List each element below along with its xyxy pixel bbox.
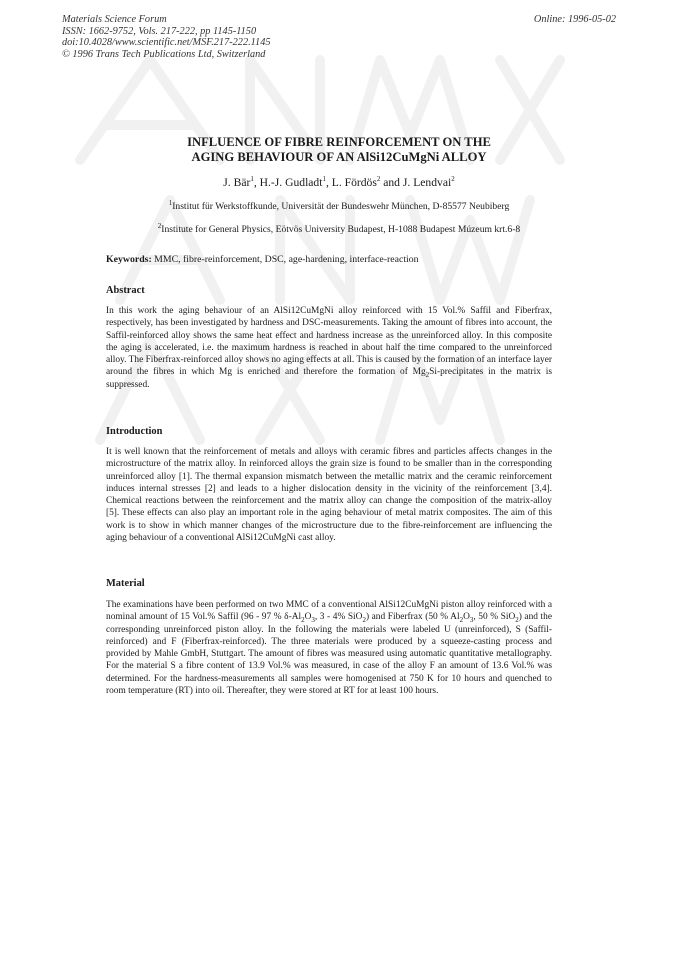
affiliation-text: Institut für Werkstoffkunde, Universität der Bundeswehr München, D-85577 Neubiberg [172, 201, 510, 212]
keywords-line [106, 254, 419, 265]
doi-line[interactable]: doi:10.4028/www.scientific.net/MSF.217-222.1145 [62, 37, 271, 49]
journal-name: Materials Science Forum [62, 14, 167, 25]
journal-header [62, 14, 271, 60]
paper-title [0, 135, 678, 165]
abstract-paragraph [106, 305, 552, 391]
issn-line: ISSN: 1662-9752, Vols. 217-222, pp 1145-1150 [62, 25, 257, 37]
abstract-text: In this work the aging behaviour of an AlSi12CuMgNi alloy reinforced with 15 Vol.% Saffil and Fiberfrax, respectively, has been investigated by hardness and DSC-measurements. Taking the amount of fibres into account, the Saffil-reinforced alloy shows the same heat effect and hardness increase as the unreinforced alloy. In this composite the aging is accelerated, i.e. the maximum hardness is reached in about half the time compared to the unreinforced alloy. The Fiberfrax-reinforced alloy shows no aging effects at all. This is caused by the formation of an interface layer around the fibres in which Mg is enriched and therefore the formation of Mg [106, 306, 552, 378]
author-name: H.-J. Gudladt [259, 176, 323, 189]
affiliation-text: Institute for General Physics, Eötvös University Budapest, H-1088 Budapest Múzeum krt.6-8 [161, 224, 521, 235]
abstract-text: Si-precipitates in the matrix is suppressed. [106, 367, 552, 390]
keywords-label: Keywords: [106, 254, 152, 265]
material-heading: Material [106, 578, 145, 589]
author-name: J. Lendvai [402, 176, 452, 189]
material-text: The examinations have been performed on two MMC of a conventional AlSi12CuMgNi piston alloy reinforced with a nominal amount of 15 Vol.% Saffil (96 - 97 % δ-Al [106, 600, 552, 623]
author-separator: , [325, 176, 332, 189]
title-line-2: AGING BEHAVIOUR OF AN AlSi12CuMgNi ALLOY [191, 150, 487, 164]
subscript: 2 [459, 616, 464, 625]
affiliation-mark: 1 [168, 198, 173, 207]
material-text: , 3 - 4% SiO [314, 612, 363, 623]
author-separator: and [380, 176, 403, 189]
author-affiliation-mark: 2 [376, 175, 381, 184]
author-affiliation-mark: 1 [322, 175, 326, 184]
online-date: Online: 1996-05-02 [533, 14, 616, 25]
material-text: ) and the corresponding unreinforced piston alloy. In the following the materials were labeled U (unreinforced), S (Saffil-reinforced) and F (Fiberfrax-reinforced). The three materials were produced by a squeeze-casting process and provided by Mahle GmbH, Stuttgart. The amount of fibres was measured using automatic quantitative metallography. For the material S a fibre content of 13.9 Vol.% was measured, in case of the alloy F an amount of 13.6 Vol.% was determined. For the hardness-measurements all samples were homogenised at 750 K for 10 hours and quenched to room temperature (RT) into oil. Thereafter, they were stored at RT for at least 100 hours. [106, 612, 552, 697]
affiliation-1 [0, 198, 678, 212]
affiliation-2 [0, 221, 678, 235]
material-paragraph [106, 599, 552, 697]
material-text: O [463, 612, 470, 623]
subscript: 2 [515, 616, 519, 625]
introduction-paragraph: It is well known that the reinforcement of metals and alloys with ceramic fibres and particles affects changes in the microstructure of the matrix alloy. In reinforced alloys the grain size is found to be smaller than in the corresponding unreinforced alloy [1]. The thermal expansion mismatch between the metallic matrix and the ceramic reinforcement induces internal stresses [2] and leads to a higher dislocation density in the vicinity of the reinforcement [3,4]. Chemical reactions between the reinforcement and the matrix alloy can change the composition of the matrix-alloy [5]. These effects can also play an important role in the aging behaviour of metal matrix composites. The aim of this work is to show in which manner changes of the microstructure due to the fibre-reinforcement are influencing the aging behaviour of a conventional AlSi12CuMgNi cast alloy. [106, 447, 552, 544]
introduction-heading: Introduction [106, 426, 163, 437]
subscript: 3 [311, 616, 315, 625]
title-line-1: INFLUENCE OF FIBRE REINFORCEMENT ON THE [187, 135, 491, 149]
subscript: 2 [362, 616, 366, 625]
material-text: O [304, 612, 312, 623]
subscript: 3 [469, 616, 474, 625]
copyright-line: © 1996 Trans Tech Publications Ltd, Switzerland [62, 48, 266, 60]
affiliation-mark: 2 [157, 221, 162, 230]
subscript: 2 [425, 371, 430, 380]
material-text: , 50 % SiO [473, 612, 516, 623]
author-affiliation-mark: 2 [451, 175, 455, 184]
keywords-text: MMC, fibre-reinforcement, DSC, age-hardening, interface-reaction [151, 254, 419, 265]
author-name: L. Fördös [331, 176, 377, 189]
author-separator: , [253, 176, 260, 189]
abstract-heading: Abstract [106, 285, 145, 296]
author-list [0, 176, 678, 189]
author-name: J. Bär [223, 176, 251, 189]
author-affiliation-mark: 1 [250, 175, 254, 184]
subscript: 2 [301, 616, 305, 625]
material-text: ) and Fiberfrax (50 % Al [365, 612, 460, 623]
